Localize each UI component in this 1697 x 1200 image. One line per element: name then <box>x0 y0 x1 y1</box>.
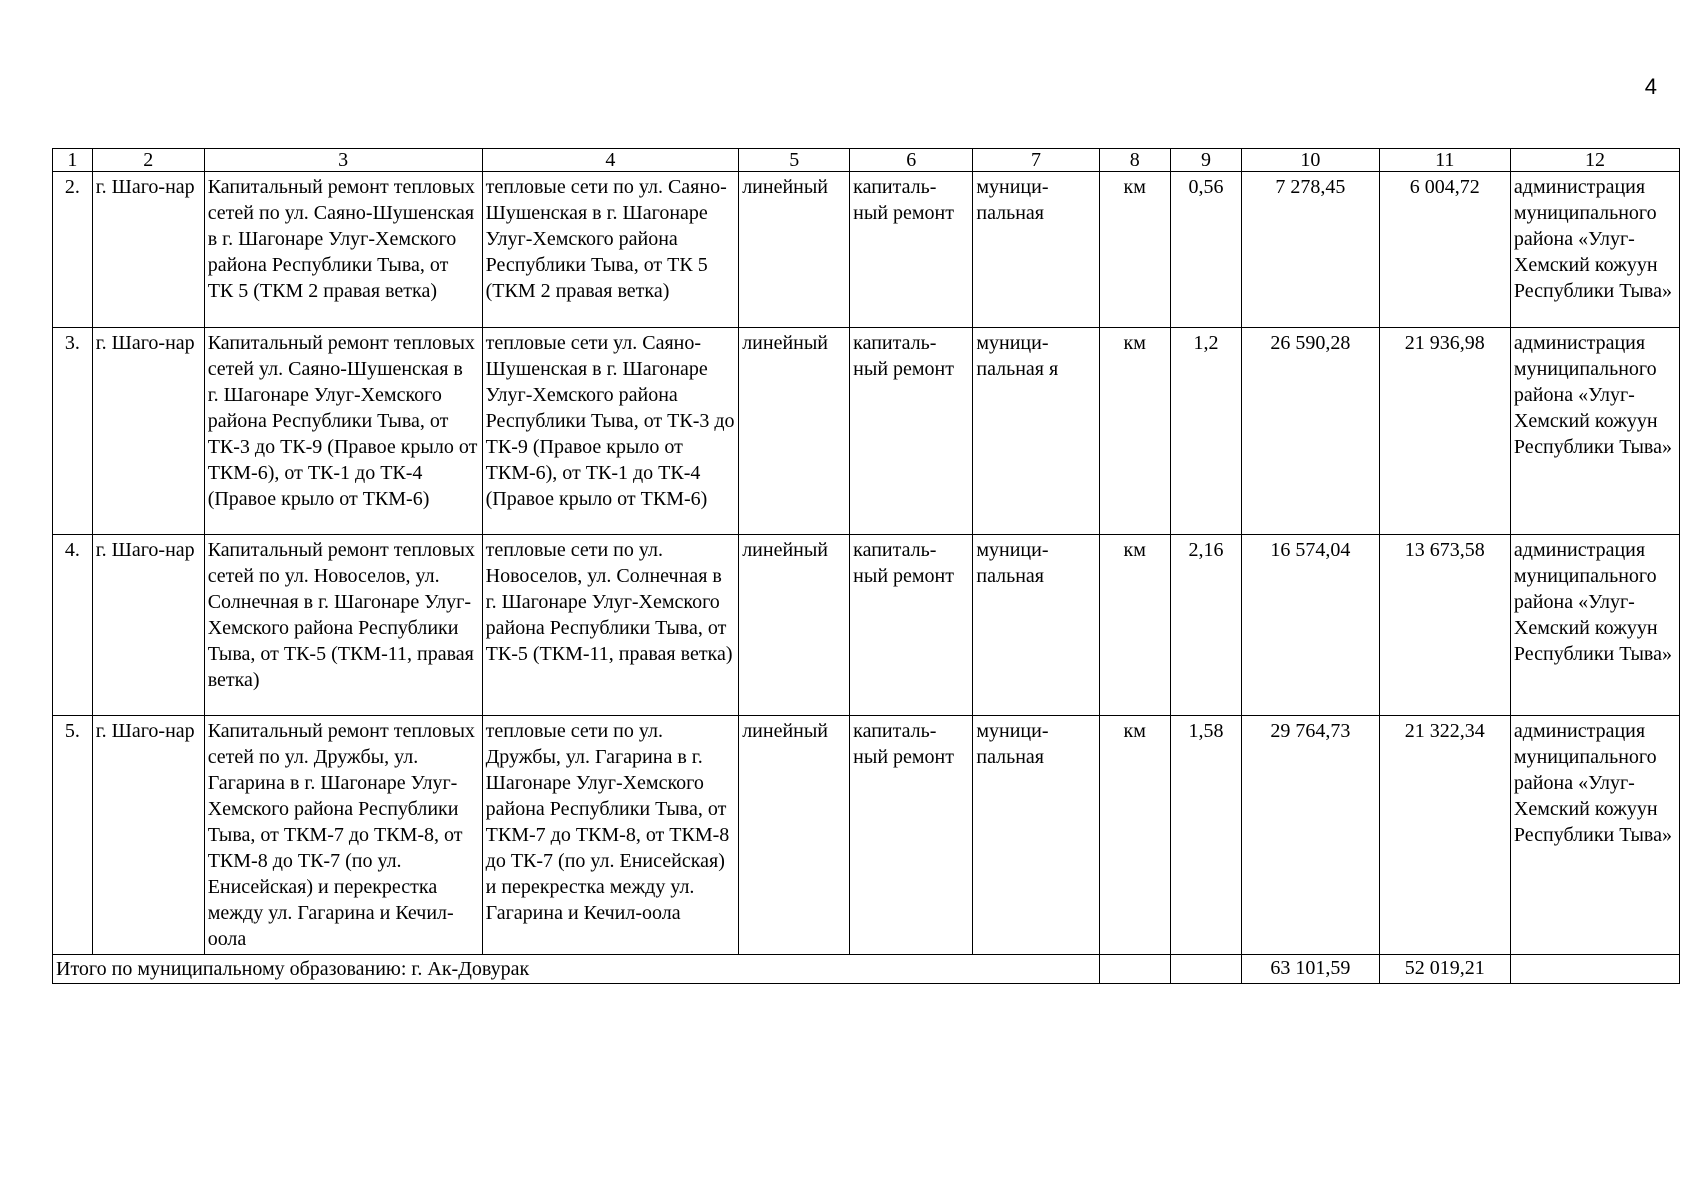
unit-cell: км <box>1099 328 1170 535</box>
total-cost-total: 63 101,59 <box>1242 955 1379 984</box>
capital-repair-table <box>52 148 1680 984</box>
quantity-cell: 0,56 <box>1170 172 1241 328</box>
object-cell: тепловые сети по ул. Саяно-Шушенская в г. Шагонаре Улуг-Хемского района Республики Тыва, от ТК 5 (ТКМ 2 правая ветка) <box>482 172 739 328</box>
row-number: 4. <box>53 535 93 716</box>
cost-budget-cell: 21 322,34 <box>1379 716 1510 955</box>
cost-budget-cell: 6 004,72 <box>1379 172 1510 328</box>
work-type-cell: капиталь-ный ремонт <box>850 535 973 716</box>
column-number-row <box>53 149 1680 172</box>
cost-total-cell: 7 278,45 <box>1242 172 1379 328</box>
place-cell: г. Шаго-нар <box>92 328 204 535</box>
total-col8 <box>1099 955 1170 984</box>
cost-budget-cell: 13 673,58 <box>1379 535 1510 716</box>
total-row <box>53 955 1680 984</box>
work-type-cell: капиталь-ный ремонт <box>850 172 973 328</box>
object-type-cell: линейный <box>739 535 850 716</box>
object-type-cell: линейный <box>739 716 850 955</box>
column-header: 4 <box>482 149 739 172</box>
project-name-cell: Капитальный ремонт тепловых сетей ул. Саяно-Шушенская в г. Шагонаре Улуг-Хемского района Республики Тыва, от ТК-3 до ТК-9 (Правое крыло от ТКМ-6), от ТК-1 до ТК-4 (Правое крыло от ТКМ-6) <box>204 328 482 535</box>
quantity-cell: 1,2 <box>1170 328 1241 535</box>
column-header: 1 <box>53 149 93 172</box>
column-header: 6 <box>850 149 973 172</box>
cost-total-cell: 16 574,04 <box>1242 535 1379 716</box>
work-type-cell: капиталь-ный ремонт <box>850 328 973 535</box>
organization-cell: администрация муниципального района «Улуг-Хемский кожуун Республики Тыва» <box>1510 716 1679 955</box>
column-header: 12 <box>1510 149 1679 172</box>
row-number: 5. <box>53 716 93 955</box>
object-type-cell: линейный <box>739 172 850 328</box>
total-cost-budget: 52 019,21 <box>1379 955 1510 984</box>
page-number: 4 <box>1644 74 1657 99</box>
total-label: Итого по муниципальному образованию: г. Ак-Довурак <box>53 955 1100 984</box>
project-name-cell: Капитальный ремонт тепловых сетей по ул. Новоселов, ул. Солнечная в г. Шагонаре Улуг-Хемского района Республики Тыва, от ТК-5 (ТКМ-11, правая ветка) <box>204 535 482 716</box>
object-type-cell: линейный <box>739 328 850 535</box>
column-header: 2 <box>92 149 204 172</box>
table-row <box>53 172 1680 328</box>
work-type-cell: капиталь-ный ремонт <box>850 716 973 955</box>
place-cell: г. Шаго-нар <box>92 535 204 716</box>
ownership-cell: муници-пальная <box>973 716 1099 955</box>
ownership-cell: муници-пальная я <box>973 328 1099 535</box>
organization-cell: администрация муниципального района «Улуг-Хемский кожуун Республики Тыва» <box>1510 535 1679 716</box>
table-row <box>53 328 1680 535</box>
project-name-cell: Капитальный ремонт тепловых сетей по ул. Саяно-Шушенская в г. Шагонаре Улуг-Хемского района Республики Тыва, от ТК 5 (ТКМ 2 правая ветка) <box>204 172 482 328</box>
cost-total-cell: 26 590,28 <box>1242 328 1379 535</box>
organization-cell: администрация муниципального района «Улуг-Хемский кожуун Республики Тыва» <box>1510 172 1679 328</box>
column-header: 5 <box>739 149 850 172</box>
quantity-cell: 1,58 <box>1170 716 1241 955</box>
column-header: 3 <box>204 149 482 172</box>
place-cell: г. Шаго-нар <box>92 716 204 955</box>
organization-cell: администрация муниципального района «Улуг-Хемский кожуун Республики Тыва» <box>1510 328 1679 535</box>
project-name-cell: Капитальный ремонт тепловых сетей по ул. Дружбы, ул. Гагарина в г. Шагонаре Улуг-Хемского района Республики Тыва, от ТКМ-7 до ТКМ-8, от ТКМ-8 до ТК-7 (по ул. Енисейская) и перекрестка между ул. Гагарина и Кечил-оола <box>204 716 482 955</box>
row-number: 2. <box>53 172 93 328</box>
column-header: 7 <box>973 149 1099 172</box>
row-number: 3. <box>53 328 93 535</box>
quantity-cell: 2,16 <box>1170 535 1241 716</box>
place-cell: г. Шаго-нар <box>92 172 204 328</box>
object-cell: тепловые сети по ул. Новоселов, ул. Солнечная в г. Шагонаре Улуг-Хемского района Республики Тыва, от ТК-5 (ТКМ-11, правая ветка) <box>482 535 739 716</box>
object-cell: тепловые сети по ул. Дружбы, ул. Гагарина в г. Шагонаре Улуг-Хемского района Республики Тыва, от ТКМ-7 до ТКМ-8, от ТКМ-8 до ТК-7 (по ул. Енисейская) и перекрестка между ул. Гагарина и Кечил-оола <box>482 716 739 955</box>
unit-cell: км <box>1099 716 1170 955</box>
unit-cell: км <box>1099 172 1170 328</box>
column-header: 10 <box>1242 149 1379 172</box>
cost-total-cell: 29 764,73 <box>1242 716 1379 955</box>
object-cell: тепловые сети ул. Саяно-Шушенская в г. Шагонаре Улуг-Хемского района Республики Тыва, от ТК-3 до ТК-9 (Правое крыло от ТКМ-6), от ТК-1 до ТК-4 (Правое крыло от ТКМ-6) <box>482 328 739 535</box>
cost-budget-cell: 21 936,98 <box>1379 328 1510 535</box>
unit-cell: км <box>1099 535 1170 716</box>
column-header: 8 <box>1099 149 1170 172</box>
table-row <box>53 716 1680 955</box>
total-col9 <box>1170 955 1241 984</box>
column-header: 9 <box>1170 149 1241 172</box>
total-col12 <box>1510 955 1679 984</box>
ownership-cell: муници-пальная <box>973 172 1099 328</box>
table-row <box>53 535 1680 716</box>
ownership-cell: муници-пальная <box>973 535 1099 716</box>
column-header: 11 <box>1379 149 1510 172</box>
